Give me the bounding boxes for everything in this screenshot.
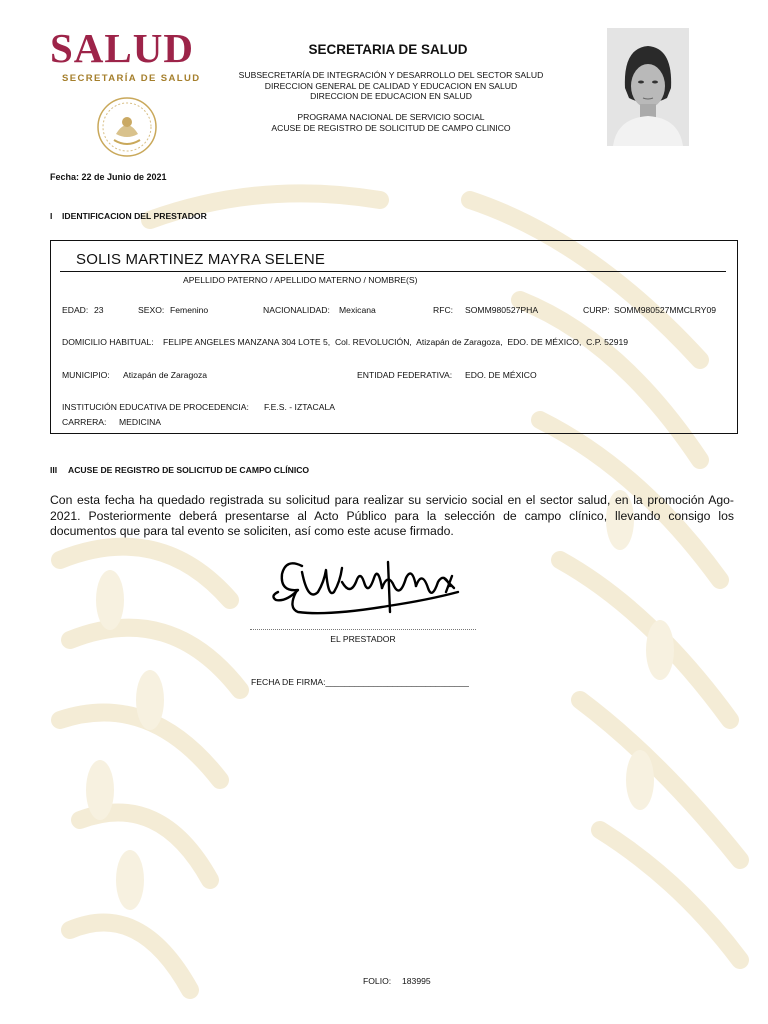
national-seal-icon (96, 96, 158, 158)
entidad-value: EDO. DE MÉXICO (465, 370, 537, 380)
sexo-label: SEXO: (138, 305, 165, 315)
handwritten-signature (268, 552, 468, 630)
sub-line: SUBSECRETARÍA DE INTEGRACIÓN Y DESARROLLO DEL SECTOR SALUD (238, 70, 544, 80)
rfc-label: RFC: (433, 305, 454, 315)
municipio-value: Atizapán de Zaragoza (123, 370, 208, 380)
program-line: PROGRAMA NACIONAL DE SERVICIO SOCIAL (297, 112, 485, 122)
name-caption: APELLIDO PATERNO / APELLIDO MATERNO / NOMBRE(S) (183, 275, 418, 285)
section-1-number: I (50, 211, 53, 221)
folio-label: FOLIO: (363, 976, 392, 986)
name-underline (60, 271, 726, 272)
program-block (198, 112, 584, 133)
municipio-label: MUNICIPIO: (62, 370, 110, 380)
fecha-firma-field: FECHA DE FIRMA:______________________________ (251, 677, 469, 687)
section-1-title: IDENTIFICACION DEL PRESTADOR (62, 211, 207, 221)
edad-label: EDAD: (62, 305, 89, 315)
folio-value: 183995 (402, 976, 431, 986)
applicant-photo (607, 28, 689, 146)
section-3-title: ACUSE DE REGISTRO DE SOLICITUD DE CAMPO CLÍNICO (68, 465, 310, 475)
document-date: Fecha: 22 de Junio de 2021 (50, 172, 167, 182)
carrera-value: MEDICINA (119, 417, 162, 427)
person-photo-icon (607, 28, 689, 146)
salud-logo-subtitle: SECRETARÍA DE SALUD (62, 73, 201, 84)
rfc-value: SOMM980527PHA (465, 305, 539, 315)
sub-line: DIRECCION GENERAL DE CALIDAD Y EDUCACION EN SALUD (264, 80, 518, 91)
sub-line: DIRECCION DE EDUCACION EN SALUD (310, 91, 472, 101)
salud-logo-text: SALUD (50, 25, 194, 71)
curp-label: CURP: (583, 305, 610, 315)
institucion-label: INSTITUCIÓN EDUCATIVA DE PROCEDENCIA: (62, 402, 249, 412)
section-3-number: III (50, 465, 58, 475)
edad-value: 23 (94, 305, 104, 315)
document-title: SECRETARIA DE SALUD (308, 42, 468, 57)
signature-caption: EL PRESTADOR (330, 634, 396, 644)
subsecretaria-block (198, 70, 584, 102)
sexo-value: Femenino (170, 305, 209, 315)
entidad-label: ENTIDAD FEDERATIVA: (357, 370, 453, 380)
domicilio-value: FELIPE ANGELES MANZANA 304 LOTE 5, Col. REVOLUCIÓN, Atizapán de Zaragoza, EDO. DE MÉXICO, C.P. 52919 (163, 337, 629, 347)
curp-value: SOMM980527MMCLRY09 (614, 305, 717, 315)
nacionalidad-label: NACIONALIDAD: (263, 305, 330, 315)
institucion-value: F.E.S. - IZTACALA (264, 402, 335, 412)
acuse-paragraph: Con esta fecha ha quedado registrada su solicitud para realizar su servicio social en el sector salud, en la promoción Ago-2021. Posteriormente deberá presentarse al Acto Público para la selección de campo clínico, llevando consigo los documentos que para tal evento se soliciten, así como este acuse firmado. (50, 493, 734, 538)
applicant-name: SOLIS MARTINEZ MAYRA SELENE (76, 251, 326, 268)
nacionalidad-value: Mexicana (339, 305, 376, 315)
carrera-label: CARRERA: (62, 417, 107, 427)
signature-line (250, 629, 476, 630)
domicilio-label: DOMICILIO HABITUAL: (62, 337, 154, 347)
program-line: ACUSE DE REGISTRO DE SOLICITUD DE CAMPO CLINICO (271, 122, 511, 133)
